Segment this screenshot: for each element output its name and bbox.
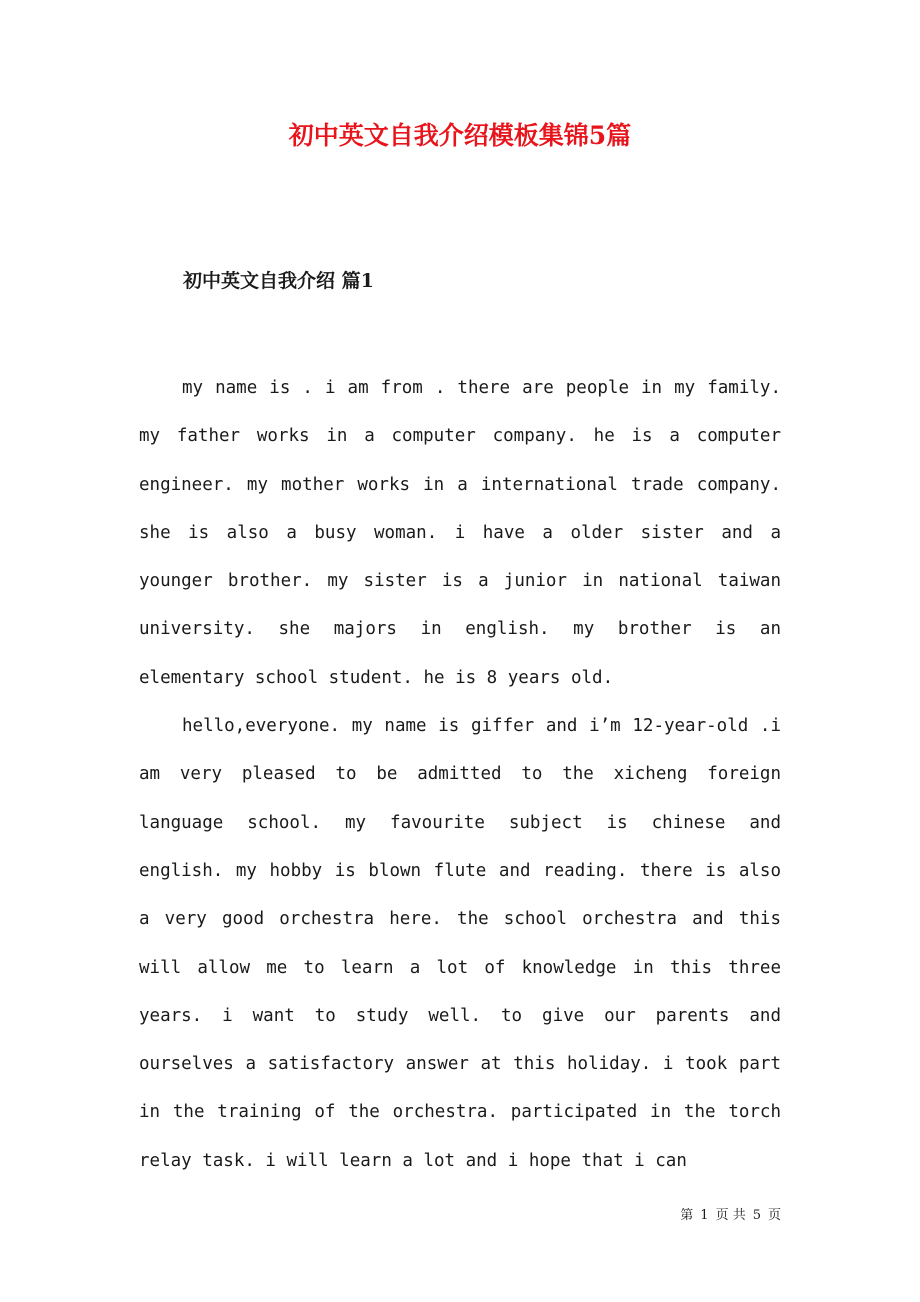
page-footer [680,1205,781,1227]
document-body [139,364,781,1185]
paragraph: hello,everyone. my name is giffer and i’m 12-year-old .i am very pleased to be admitted to the xicheng foreign language school. my favourite subject is chinese and english. my hobby is blown flute and reading. there is also a very good orchestra here. the school orchestra and this will allow me to learn a lot of knowledge in this three years. i want to study well. to give our parents and ourselves a satisfactory answer at this holiday. i took part in the training of the orchestra. participated in the torch relay task. i will learn a lot and i hope that i can [139,716,781,1171]
document-title: 初中英文自我介绍模板集锦5篇 [288,121,632,150]
footer-middle: 页 共 [715,1208,746,1223]
section-heading: 初中英文自我介绍 篇1 [183,270,374,292]
footer-total-pages: 5 [752,1208,761,1223]
footer-page-number: 1 [700,1208,709,1223]
paragraph: my name is . i am from . there are people in my family. my father works in a computer company. he is a computer engineer. my mother works in a international trade company. she is also a busy woman. i have a older sister and a younger brother. my sister is a junior in national taiwan university. she majors in english. my brother is an elementary school student. he is 8 years old. [139,378,781,688]
footer-suffix: 页 [767,1208,781,1223]
footer-prefix: 第 [680,1208,694,1223]
